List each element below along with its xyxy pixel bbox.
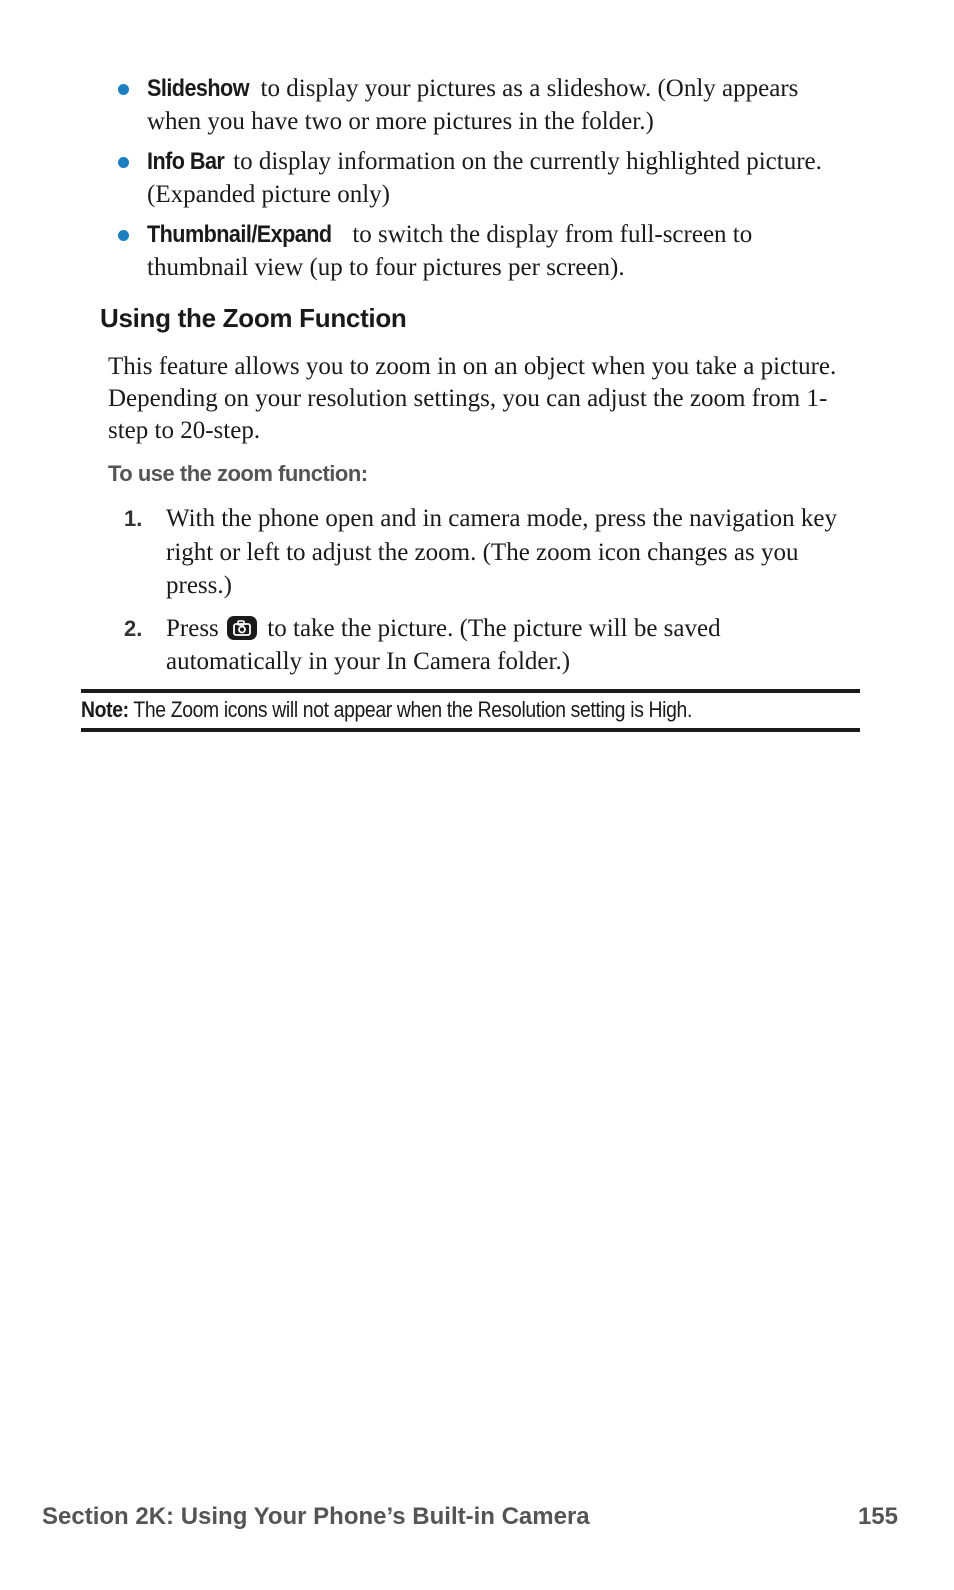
step-number: 2.: [124, 615, 143, 641]
option-list: [118, 72, 858, 291]
procedure-heading: To use the zoom function:: [108, 461, 368, 486]
option-description: to switch the display from full-screen to thumbnail view (up to four pictures per screen).: [147, 221, 753, 281]
option-term: Info Bar: [147, 148, 225, 175]
camera-key-icon: [227, 616, 257, 640]
section-heading: Using the Zoom Function: [100, 303, 407, 333]
step-item: [122, 612, 862, 679]
footer-page-number: 155: [857, 1503, 898, 1530]
step-text-before-icon: Press: [166, 614, 219, 642]
step-text-after-icon: to take the picture. (The picture will be saved automatically in your In Camera folder.): [166, 614, 721, 675]
option-description: to display information on the currently highlighted picture. (Expanded picture only): [147, 148, 822, 208]
footer-section-title: Section 2K: Using Your Phone’s Built-in Camera: [42, 1503, 590, 1530]
note-box: [81, 689, 860, 732]
step-item: [122, 502, 862, 603]
step-list: [122, 502, 862, 688]
option-term: Slideshow: [147, 75, 249, 102]
bullet-icon: [118, 157, 129, 168]
bullet-icon: [118, 84, 129, 95]
section-intro: This feature allows you to zoom in on an object when you take a picture. Depending on your resolution settings, you can adjust the zoom from 1-step to 20-step.: [108, 353, 837, 444]
note-body: The Zoom icons will not appear when the Resolution setting is High.: [128, 697, 692, 722]
option-description: to display your pictures as a slideshow. (Only appears when you have two or more pictures in the folder.): [147, 75, 799, 135]
list-item: [118, 72, 858, 138]
note-label: Note:: [81, 697, 129, 722]
note-text: [81, 697, 692, 723]
list-item: [118, 145, 858, 211]
step-text: With the phone open and in camera mode, press the navigation key right or left to adjust the zoom. (The zoom icon changes as you press.): [166, 505, 838, 599]
bullet-icon: [118, 230, 129, 241]
option-term: Thumbnail/Expand: [147, 221, 332, 248]
list-item: [118, 218, 858, 284]
step-number: 1.: [124, 506, 143, 531]
camera-glyph: [233, 620, 251, 636]
